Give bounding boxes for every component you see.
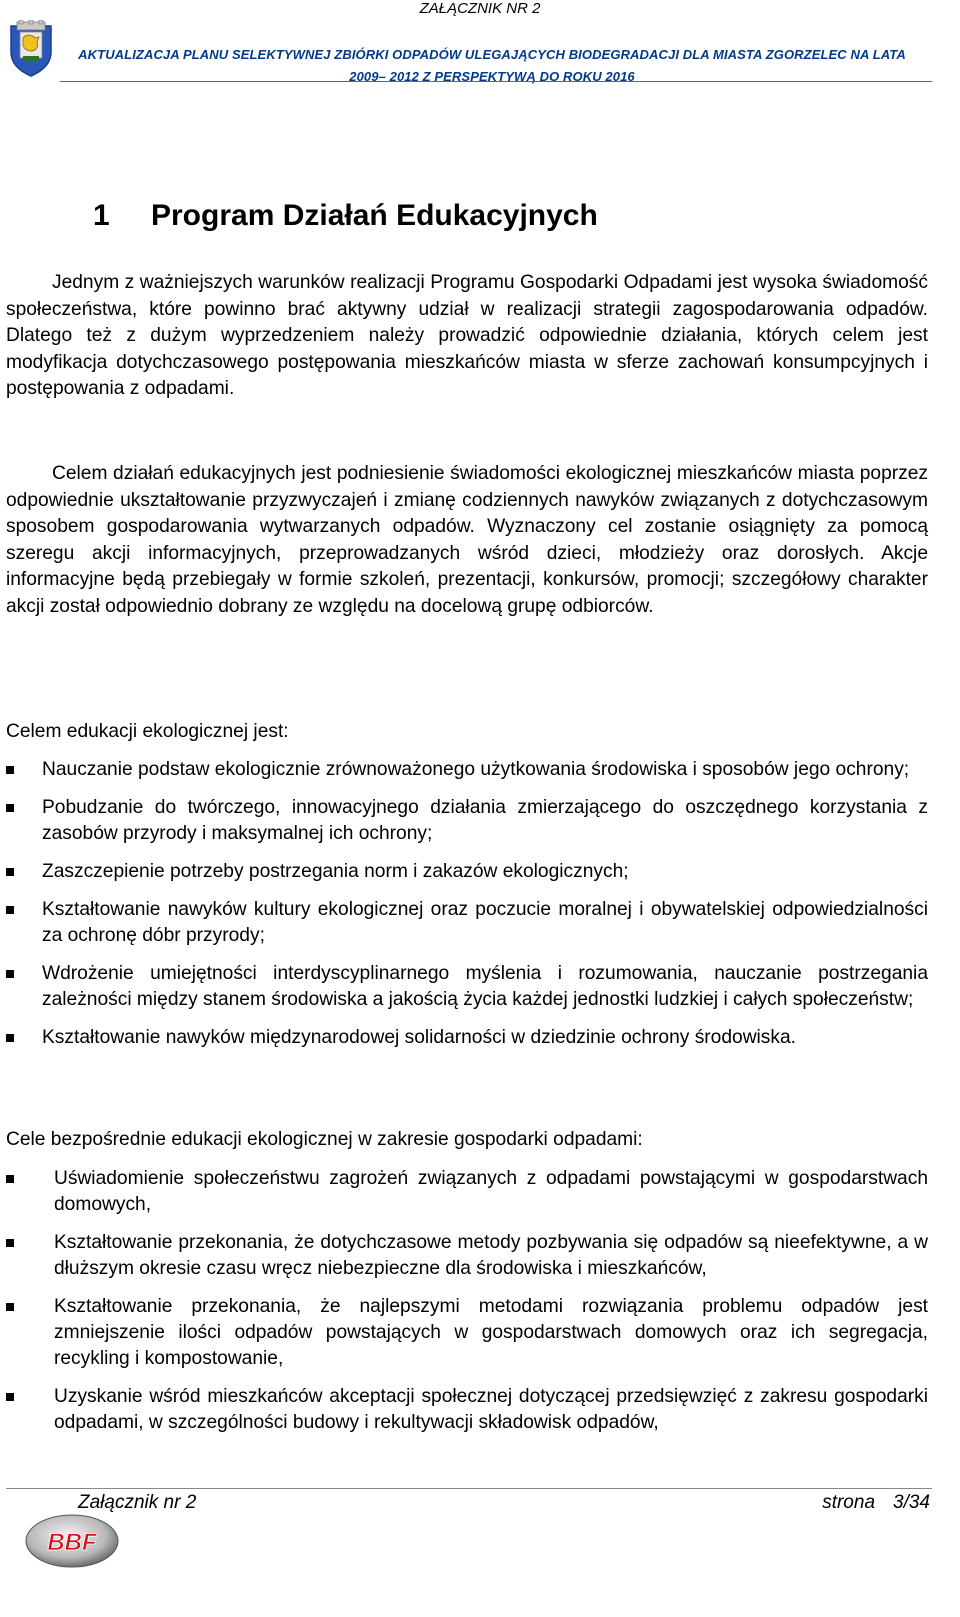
page-indicator	[822, 1491, 930, 1515]
footer-divider	[6, 1488, 932, 1489]
footer-attachment-label: Załącznik nr 2	[78, 1492, 197, 1513]
list-item: Pobudzanie do twórczego, innowacyjnego działania zmierzającego do oszczędnego korzystania z zasobów przyrody i maksymalnej ich ochrony;	[6, 795, 928, 847]
list-item: Kształtowanie nawyków kultury ekologicznej oraz poczucie moralnej i obywatelskiej odpowiedzialności za ochronę dóbr przyrody;	[6, 897, 928, 949]
square-bullet-icon	[6, 1175, 14, 1183]
square-bullet-icon	[6, 1034, 14, 1042]
bbf-logo-text: BBF	[47, 1529, 97, 1556]
list-item: Wdrożenie umiejętności interdyscyplinarnego myślenia i rozumowania, nauczanie postrzegania zależności między stanem środowiska a jakością życia każdej jednostki ludzkiej i całych społeczeństw;	[6, 961, 928, 1013]
document-title-line-1: AKTUALIZACJA PLANU SELEKTYWNEJ ZBIÓRKI ODPADÓW ULEGAJĄCYCH BIODEGRADACJI DLA MIASTA ZGORZELEC NA LATA	[78, 47, 906, 62]
square-bullet-icon	[6, 766, 14, 774]
header-divider	[60, 81, 932, 82]
list-item: Uświadomienie społeczeństwu zagrożeń związanych z odpadami powstającymi w gospodarstwach domowych,	[6, 1166, 928, 1218]
ecological-education-goals-list	[6, 757, 928, 1051]
city-crest-logo	[8, 20, 54, 78]
waste-education-goals-list	[6, 1166, 928, 1436]
paragraph-intro: Jednym z ważniejszych warunków realizacji Programu Gospodarki Odpadami jest wysoka świadomość społeczeństwa, które powinno brać aktywny udział w realizacji strategii zagospodarowania odpadów. Dlatego też z dużym wyprzedzeniem należy prowadzić odpowiednie działania, których celem jest modyfikacja dotychczasowego postępowania mieszkańców miasta w sferze zachowań konsumpcyjnych i postępowania z odpadami.	[6, 272, 928, 399]
square-bullet-icon	[6, 906, 14, 914]
paragraph-education-goal: Celem działań edukacyjnych jest podniesienie świadomości ekologicznej mieszkańców miasta poprzez odpowiednie ukształtowanie przyzwyczajeń i zmianę codziennych nawyków związanych z dotychczasowym sposobem gospodarowania wytwarzanych odpadów. Wyznaczony cel zostanie osiągnięty za pomocą szeregu akcji informacyjnych, przeprowadzanych wśród dzieci, młodzieży oraz dorosłych. Akcje informacyjne będą przebiegały w formie szkoleń, prezentacji, konkursów, promocji; szczegółowy charakter akcji został odpowiednio dobrany ze względu na docelową grupę odbiorców.	[6, 463, 928, 617]
list1-intro: Celem edukacji ekologicznej jest:	[6, 721, 289, 742]
list2-intro: Cele bezpośrednie edukacji ekologicznej w zakresie gospodarki odpadami:	[6, 1129, 643, 1150]
page-number: 3/34	[893, 1492, 930, 1513]
list-item: Kształtowanie nawyków międzynarodowej solidarności w dziedzinie ochrony środowiska.	[6, 1025, 928, 1051]
attachment-label: ZAŁĄCZNIK NR 2	[419, 0, 541, 17]
bbf-logo	[24, 1513, 120, 1569]
list-item: Kształtowanie przekonania, że dotychczasowe metody pozbywania się odpadów są nieefektywne, a w dłuższym okresie czasu wręcz niebezpieczne dla środowiska i mieszkańców,	[6, 1230, 928, 1282]
square-bullet-icon	[6, 1303, 14, 1311]
list-item: Zaszczepienie potrzeby postrzegania norm i zakazów ekologicznych;	[6, 859, 928, 885]
square-bullet-icon	[6, 1239, 14, 1247]
section-title: Program Działań Edukacyjnych	[151, 199, 598, 232]
list-item: Uzyskanie wśród mieszkańców akceptacji społecznej dotyczącej przedsięwzięć z zakresu gospodarki odpadami, w szczególności budowy i rekultywacji składowisk odpadów,	[6, 1384, 928, 1436]
square-bullet-icon	[6, 970, 14, 978]
document-title-line-2: 2009– 2012 Z PERSPEKTYWĄ DO ROKU 2016	[349, 69, 635, 84]
square-bullet-icon	[6, 1393, 14, 1401]
section-number: 1	[93, 199, 110, 232]
list-item: Kształtowanie przekonania, że najlepszymi metodami rozwiązania problemu odpadów jest zmniejszenie ilości odpadów powstających w gospodarstwach domowych oraz ich segregacja, recykling i kompostowanie,	[6, 1294, 928, 1372]
list-item: Nauczanie podstaw ekologicznie zrównoważonego użytkowania środowiska i sposobów jego ochrony;	[6, 757, 928, 783]
page-label: strona	[822, 1492, 876, 1513]
square-bullet-icon	[6, 804, 14, 812]
section-heading	[93, 198, 598, 234]
square-bullet-icon	[6, 868, 14, 876]
